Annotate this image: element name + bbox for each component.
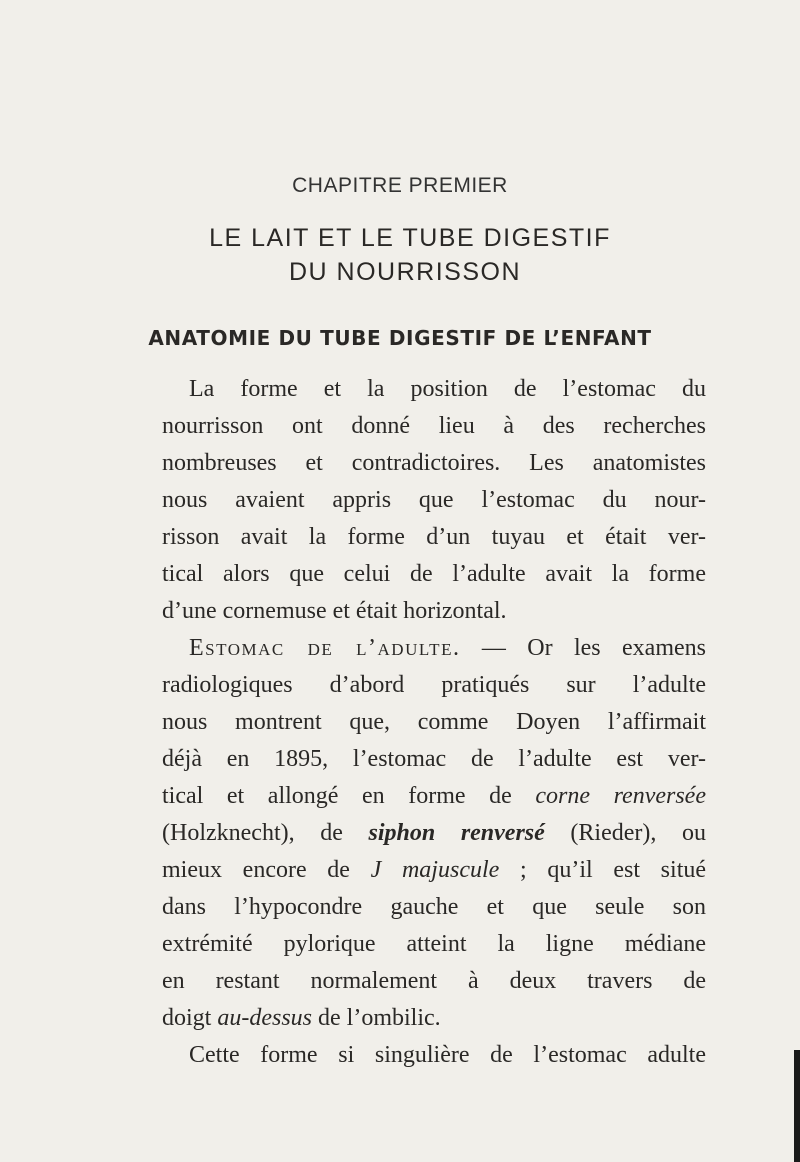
- text-line: dans l’hypocondre gauche et que seule son: [162, 894, 706, 920]
- text-fragment: (Holzknecht), de: [162, 820, 369, 846]
- text-line: déjà en 1895, l’estomac de l’adulte est ver-: [162, 746, 706, 772]
- text-line: [162, 852, 706, 889]
- text-line: nourrisson ont donné lieu à des recherches: [162, 413, 706, 439]
- chapter-label: CHAPITRE PREMIER: [292, 174, 508, 197]
- text-fragment: doigt: [162, 1005, 218, 1031]
- subsection-heading: Estomac de l’adulte.: [189, 635, 461, 661]
- text-line: La forme et la position de l’estomac du: [189, 376, 706, 402]
- section-title: ANATOMIE DU TUBE DIGESTIF DE L’ENFANT: [148, 326, 652, 350]
- text-fragment: tical et allongé en forme de: [162, 783, 536, 809]
- text-line: [162, 815, 706, 852]
- chapter-title-line-2: DU NOURRISSON: [288, 258, 521, 286]
- text-line: d’une cornemuse et était horizontal.: [162, 598, 507, 624]
- text-line: risson avait la forme d’un tuyau et était ver-: [162, 524, 706, 550]
- text-line: radiologiques d’abord pratiqués sur l’adulte: [162, 672, 706, 698]
- text-fragment: — Or les examens: [460, 635, 706, 661]
- text-fragment: ; qu’il est situé: [499, 857, 707, 883]
- paragraph-2: [162, 630, 706, 1037]
- body-text: [162, 371, 706, 1074]
- text-line: nous avaient appris que l’estomac du nour-: [162, 487, 706, 513]
- text-line: [162, 778, 706, 815]
- text-fragment: de l’ombilic.: [312, 1005, 441, 1031]
- chapter-title-line-1: LE LAIT ET LE TUBE DIGESTIF: [209, 224, 611, 252]
- emphasis-text: siphon renversé: [368, 820, 545, 846]
- text-line: tical alors que celui de l’adulte avait la forme: [162, 561, 706, 587]
- page-edge-shadow: [794, 1050, 800, 1162]
- emphasis-text: J majuscule: [370, 857, 500, 883]
- emphasis-text: au-dessus: [217, 1005, 313, 1031]
- text-line: en restant normalement à deux travers de: [162, 968, 706, 994]
- paragraph-3: [162, 1037, 706, 1074]
- emphasis-text: corne renversée: [535, 783, 706, 809]
- text-line: nombreuses et contradictoires. Les anatomistes: [162, 450, 706, 476]
- text-line: Cette forme si singulière de l’estomac adulte: [189, 1042, 706, 1068]
- text-fragment: mieux encore de: [162, 857, 371, 883]
- text-fragment: (Rieder), ou: [544, 820, 706, 846]
- text-line: [162, 630, 706, 667]
- paragraph-1: [162, 371, 706, 630]
- text-line: extrémité pylorique atteint la ligne médiane: [162, 931, 706, 957]
- text-line: nous montrent que, comme Doyen l’affirmait: [162, 709, 706, 735]
- text-line: [162, 1000, 706, 1037]
